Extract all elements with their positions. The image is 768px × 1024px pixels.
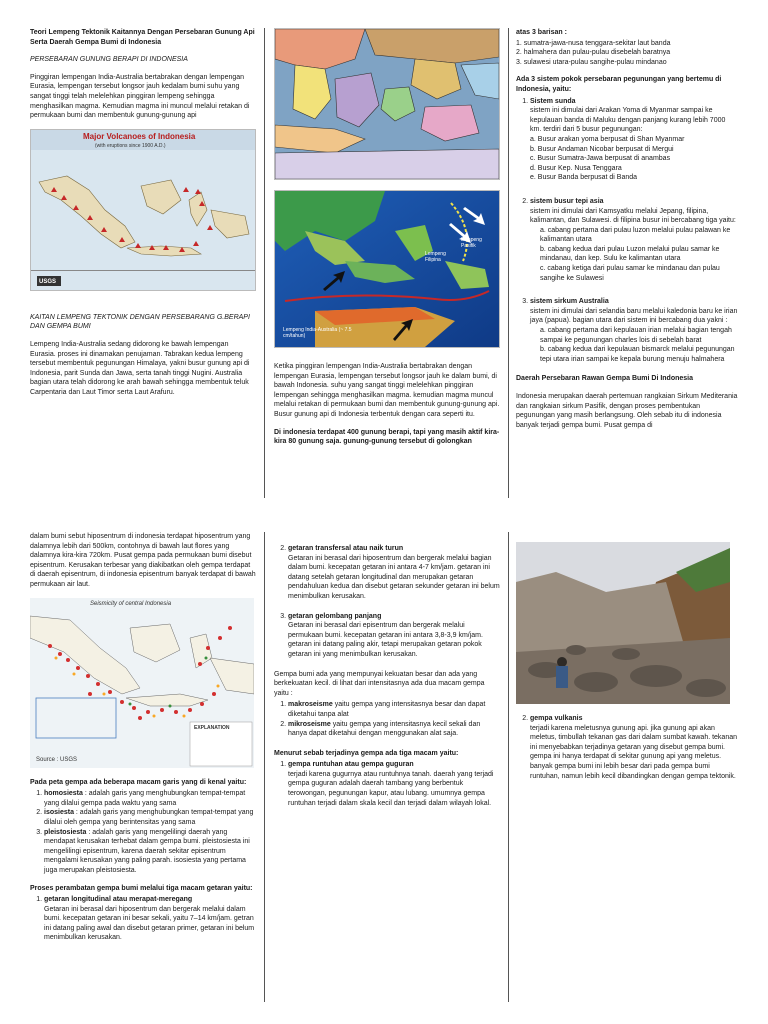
plate-label-philippine: Lempeng Filipina bbox=[425, 251, 446, 263]
seismicity-map-graphic bbox=[30, 598, 254, 768]
system-sunda bbox=[530, 97, 738, 183]
list-item: b. Busur Andaman Nicobar berpusat di Mergui bbox=[530, 145, 674, 153]
barisan-list bbox=[516, 39, 738, 68]
list-item: 2. halmahera dan pulau-pulau disebelah baratnya bbox=[516, 49, 671, 57]
section-heading-tectonic: KAITAN LEMPENG TEKTONIK DENGAN PERSEBARANG G.BERAPI DAN GEMPA BUMI bbox=[30, 313, 250, 331]
list-item bbox=[44, 895, 256, 943]
volcano-map-subtitle: (with eruptions since 1900 A.D.) bbox=[95, 142, 166, 149]
column-divider bbox=[508, 532, 509, 1002]
list-item bbox=[44, 789, 256, 808]
seismicity-map-source: Source : USGS bbox=[36, 756, 78, 763]
system-asia bbox=[530, 197, 738, 283]
term: mikroseisme bbox=[288, 720, 331, 728]
paragraph-bold: Di indonesia terdapat 400 gunung berapi, tapi yang masih aktif kira-kira 80 gunung saja. gunung-gunung tersebut di golongkan bbox=[274, 428, 500, 446]
page1-column-3 bbox=[516, 28, 738, 438]
list-item-title: getaran transfersal atau naik turun bbox=[288, 545, 404, 552]
page-2 bbox=[0, 518, 768, 1024]
term: pleistosiesta bbox=[44, 828, 87, 836]
list-item-title: getaran longitudinal atau merapat-meregang bbox=[44, 896, 193, 904]
page2-column-2 bbox=[274, 544, 500, 814]
seismicity-map-title: Seismicity of central Indonesia bbox=[90, 600, 172, 607]
column-divider bbox=[264, 532, 265, 1002]
page1-column-1 bbox=[30, 28, 256, 406]
system-australia bbox=[530, 297, 738, 364]
tectonic-relief-map-graphic bbox=[275, 191, 499, 347]
definition: yaitu gempa yang intensitasnya kecil sekali dan hanya dapat diketahui dengan menggunakan alat saja. bbox=[288, 720, 481, 738]
volcano-map-source: USGS bbox=[39, 278, 57, 285]
list-item-body: Getaran ini berasal dari hiposentrum dan bergerak melalui bagian dalam bumi. kecepatan getaran ini antara 4-7 km/jam. getaran ini datang setelah getaran longitudinal dan merupakan getaran pendahuluan kedua dan disebut getaran sekunder getaran ini belum menimbulkan kerusakan. bbox=[288, 554, 500, 600]
list-item-body: sistem ini dimulai dari Kamsyatku melalui Jepang, filipina, kalimantan, dan Sulawesi. di filipina busur ini bercabang tiga yaitu: bbox=[530, 207, 736, 225]
list-intro: atas 3 barisan : bbox=[516, 29, 567, 36]
paragraph: Gempa bumi ada yang mempunyai kekuatan besar dan ada yang berkekuatan kecil. di lihat dari intensitasnya ada dua macam gempa yaitu : bbox=[274, 670, 485, 697]
column-divider bbox=[508, 28, 509, 498]
paragraph: dalam bumi sebut hiposentrum di indonesia terdapat hiposentrum yang dalamnya lebih dari 500km, contohnya di bawah laut flores yang dalamnya kira-kira 720km. Pusat gempa pada permukaan bumi disebut episentrum. Kerusakan terbesar yang diakibatkan oleh gempa terdapat di daerah episentrum, di indonesia episentrum banyak terdapat di bawah permukaan air laut. bbox=[30, 533, 256, 588]
definition: : adalah garis yang menghubungkan tempat-tempat yang dilalui oleh gempa yang berintensitas yang sama bbox=[44, 809, 254, 826]
list-item: c. cabang ketiga dari pulau samar ke mindanau dan pulau sangihe ke Sulawesi bbox=[540, 265, 720, 282]
paragraph: Lempeng India-Australia sedang didorong ke bawah lempengan Eurasia. proses ini dinamakan penujaman. Tabrakan kedua lempeng tersebut membentuk pegunungan Himalaya, yakni busur gunung api di Indonesia, parit Sunda dan Jawa, serta tanah tinggi Nugini. Australia bagian utara telah didorong ke arah bawah sehingga membentuk teluk Carpentaria dan Laut Timor serta Laut Arafuru. bbox=[30, 340, 250, 396]
list-item-body: Getaran ini berasal dari episentrum dan bergerak melalui permukaan bumi. kecepatan getaran ini antara 3,8-3,9 km/jam. getaran ini datang paling akir, tetapi merupakan getaran pokok getaran ini yang menimbulkan kerusakan. bbox=[288, 622, 483, 658]
paragraph: Indonesia merupakan daerah pertemuan rangkaian Sirkum Mediterania dan rangkaian sirkum Pasifik, dengan proses pembentukan pegunungan yang masih berlangsung. Oleh sebab itu di indonesia banyak terjadi gempa bumi. Pusat gempa di bbox=[516, 393, 738, 429]
list-item bbox=[44, 828, 256, 876]
list-item: d. Busur Kep. Nusa Tenggara bbox=[530, 164, 622, 172]
list-item bbox=[44, 808, 256, 827]
landslide-photo-graphic bbox=[516, 542, 730, 704]
section-heading: Proses perambatan gempa bumi melalui tiga macam getaran yaitu: bbox=[30, 884, 253, 892]
list-item bbox=[288, 612, 500, 660]
list-item-title: gempa runtuhan atau gempa guguran bbox=[288, 761, 414, 769]
list-item: a. Busur arakan yoma berpusat di Shan Myanmar bbox=[530, 135, 685, 143]
list-item-title: sistem sirkum Australia bbox=[530, 298, 609, 306]
section-heading-volcano: PERSEBARAN GUNUNG BERAPI DI INDONESIA bbox=[30, 56, 188, 64]
list-item-body: sistem ini dimulai dari selandia baru melalui kaledonia baru ke irian jaya (papua). bagian utara dari sistem ini bercabang dua yakni : bbox=[530, 307, 738, 325]
list-item-title: sistem busur tepi asia bbox=[530, 197, 604, 205]
term: homosiesta bbox=[44, 790, 83, 798]
section-heading: Daerah Persebaran Rawan Gempa Bumi Di Indonesia bbox=[516, 375, 694, 383]
column-divider bbox=[264, 28, 265, 498]
list-item: 1. sumatra-jawa-nusa tenggara-sekitar laut banda bbox=[516, 39, 671, 47]
plate-label-pacific: Lempeng Pasifik bbox=[461, 237, 482, 249]
list-item bbox=[288, 544, 500, 602]
term: makroseisme bbox=[288, 701, 333, 709]
list-item bbox=[288, 700, 500, 719]
list-item-body: Getaran ini berasal dari hiposentrum dan bergerak melalui dalam bumi. kecepatan getaran ini besar sekali, yaitu 7–14 km/jam. getran ini datang paling awal dan disebut getaran primer, getaran ini belum menimbulkan kerusakan. bbox=[44, 905, 255, 942]
page1-column-2 bbox=[274, 28, 500, 455]
definition: : adalah garis yang mengelilingi daerah yang mendapat kerusakan terhebat dalam gempa bumi. pleistosiesta ini mengelilingi episentrum, karena daerah sekitar episentrum mengalami kerusakan yang paling parah. isosiesta yang pertama juga merupakan pleistosiesta. bbox=[44, 828, 250, 874]
tectonic-relief-map-figure bbox=[274, 190, 500, 348]
list-item-title: getaran gelombang panjang bbox=[288, 612, 382, 620]
volcano-map-graphic bbox=[31, 130, 255, 290]
list-item bbox=[288, 760, 500, 808]
paragraph: Ketika pinggiran lempengan India-Australia bertabrakan dengan lempengan Eurasia, lempengan tersebut longsor jauh ke dalam bumi, di bawah Indonesia. suhu yang sangat tinggi melelehkan pinggiran lempengan sehingga menghasilkan magma. kemudian magma muncul melalui retakan di permukaan bumi dan membentuk gunung-gunung api. Busur gunung api di Indonesia terbentuk dengan cara seperti itu. bbox=[274, 363, 500, 418]
definition: yaitu gempa yang intensitasnya besar dan dapat diketahui tanpa alat bbox=[288, 701, 486, 718]
plate-label-india-australia: Lempeng India-Australia (~ 7.5 cm/tahun) bbox=[283, 327, 352, 339]
page2-column-1 bbox=[30, 532, 256, 949]
list-item-title: gempa vulkanis bbox=[530, 715, 583, 722]
page-1 bbox=[0, 0, 768, 506]
page2-column-3 bbox=[516, 542, 738, 787]
list-item: e. Busur Banda berpusat di Banda bbox=[530, 174, 638, 182]
list-item-body: terjadi karena meletusnya gunung api. jika gunung api akan meletus, timbullah tekanan gas dari dalam sumbat kawah. tekanan ini menyebabkan terjadinya getaran yang disebut gempa bumi. gempa ini hanya terdapat di sekitar gunung api yang meletus. banyak gempa bumi ini lebih besar dari pada gempa bumi runtuhan, namun lebih kecil dibandingkan dengan gempa tektonik. bbox=[530, 724, 738, 780]
list-item-body: terjadi karena gugurnya atau runtuhnya tanah. daerah yang terjadi gempa guguran adalah daerah tambang yang berbentuk terowongan, pegunungan kapur, atau lubang. umumnya gempa runtuhan terjadi dalam skala kecil dan terjadi dalam wilayah lokal. bbox=[288, 770, 494, 807]
definition: : adalah garis yang menghubungkan tempat-tempat yang dilalui gempa pada waktu yang sama bbox=[44, 790, 246, 807]
term: isosiesta bbox=[44, 809, 74, 817]
document-title: Teori Lempeng Tektonik Kaitannya Dengan Persebaran Gunung Api Serta Daerah Gempa Bumi di Indonesia bbox=[30, 29, 255, 46]
section-heading: Menurut sebab terjadinya gempa ada tiga macam yaitu: bbox=[274, 749, 459, 757]
world-plate-map-figure bbox=[274, 28, 500, 180]
volcano-map-figure bbox=[30, 129, 256, 291]
section-heading: Pada peta gempa ada beberapa macam garis yang di kenal yaitu: bbox=[30, 778, 247, 786]
landslide-photo bbox=[516, 542, 730, 704]
list-item: b. cabang kedua dari pulau Luzon melalui pulau samar ke mindanau, dan kep. Sulu ke kalimantan utara bbox=[540, 245, 720, 263]
list-item: a. cabang pertama dari kepulauan irian melalui bagian tengah sampai ke pegunungan charles lois di sebelah barat bbox=[540, 327, 732, 344]
paragraph: Pinggiran lempengan India-Australia bertabrakan dengan lempengan Eurasia, lempengan tersebut longsor jauh kedalam bumi suhu yang sangat tinggi telah melelehkan pinggiran lempeng sehingga menghasilkan magma. Kemudian magma ini muncul melalui retakan di permukaan bumi dan membentuk gunung-gunung api bbox=[30, 73, 250, 120]
seismicity-map-figure bbox=[30, 598, 254, 768]
list-item-body: sistem ini dimulai dari Arakan Yoma di Myanmar sampai ke kepulauan banda di Maluku dengan panjang kurang lebih 7000 km. terdiri dari 5 busur pegunungan: bbox=[530, 107, 726, 134]
seismicity-legend-title: EXPLANATION bbox=[194, 724, 230, 731]
list-item-title: Sistem sunda bbox=[530, 97, 576, 105]
list-item: a. cabang pertama dari pulau luzon melalui pulau palawan ke kalimantan utara bbox=[540, 226, 731, 244]
list-item: 3. sulawesi utara-pulau sangihe-pulau mindanao bbox=[516, 58, 667, 66]
list-item bbox=[530, 714, 738, 781]
volcano-map-title: Major Volcanoes of Indonesia bbox=[83, 131, 196, 141]
list-item bbox=[288, 720, 500, 739]
list-item: b. cabang kedua dari kepulauan bismarck melalui pegunungan tepi utara irian sampai ke kepala burung menuju halmahera bbox=[540, 346, 735, 363]
world-plate-map-graphic bbox=[275, 29, 499, 179]
list-item: c. Busur Sumatra-Jawa berpusat di anambas bbox=[530, 155, 671, 163]
section-heading: Ada 3 sistem pokok persebaran pegunungan yang bertemu di Indonesia, yaitu: bbox=[516, 76, 722, 93]
